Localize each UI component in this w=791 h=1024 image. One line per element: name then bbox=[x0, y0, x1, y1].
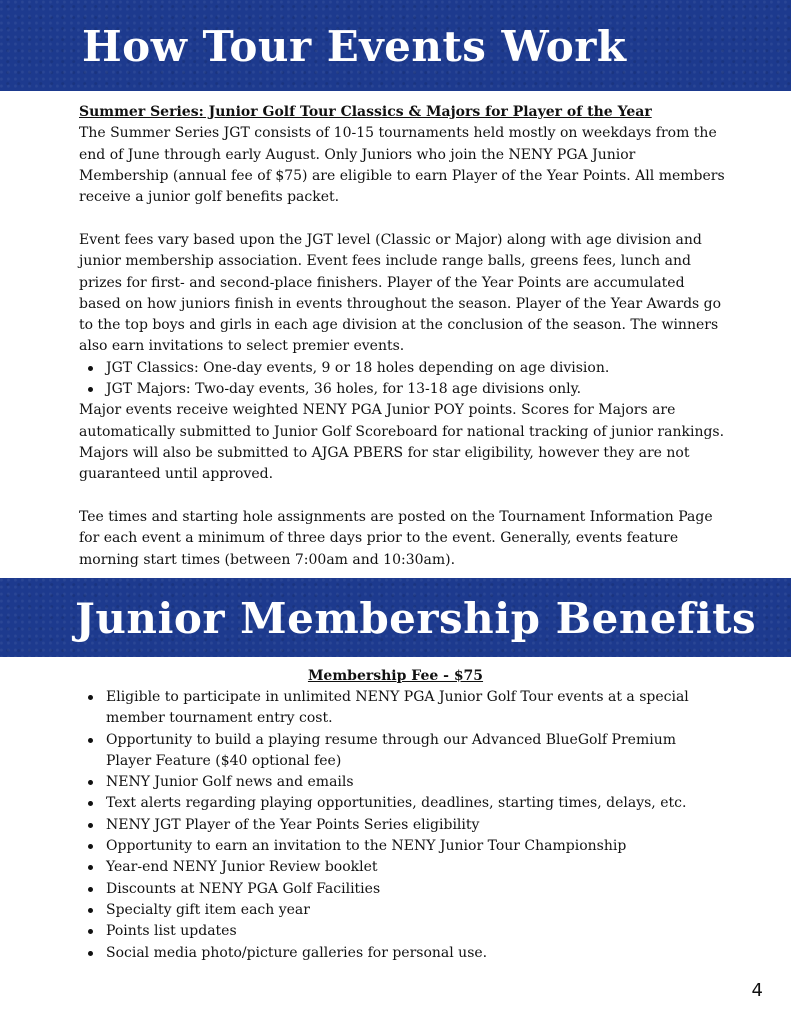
intro-paragraph: The Summer Series JGT consists of 10-15 tournaments held mostly on weekdays from the end of June through early August. Only Juniors who join the NENY PGA Junior Membership (annual fee of $75) are eligible to earn Player of the Year Points. All members receive a junior golf benefits packet. bbox=[79, 125, 725, 206]
tee-times-section bbox=[79, 507, 729, 571]
list-item: Opportunity to build a playing resume through our Advanced BlueGolf Premium Player Feature ($40 optional fee) bbox=[79, 730, 719, 773]
list-item: JGT Majors: Two-day events, 36 holes, for 13-18 age divisions only. bbox=[79, 379, 729, 400]
membership-fee-heading: Membership Fee - $75 bbox=[307, 668, 484, 684]
list-item: NENY Junior Golf news and emails bbox=[79, 772, 719, 793]
event-types-list bbox=[79, 358, 729, 401]
list-item: Opportunity to earn an invitation to the NENY Junior Tour Championship bbox=[79, 836, 719, 857]
summer-series-section bbox=[79, 102, 729, 208]
list-item: Text alerts regarding playing opportunities, deadlines, starting times, delays, etc. bbox=[79, 793, 719, 814]
section-subheading: Summer Series: Junior Golf Tour Classics & Majors for Player of the Year bbox=[79, 104, 652, 120]
header-banner-membership bbox=[0, 578, 791, 657]
page-title: How Tour Events Work bbox=[82, 22, 627, 71]
list-item: Points list updates bbox=[79, 921, 719, 942]
list-item: Specialty gift item each year bbox=[79, 900, 719, 921]
list-item: NENY JGT Player of the Year Points Series eligibility bbox=[79, 815, 719, 836]
section-title: Junior Membership Benefits bbox=[75, 594, 757, 643]
page-number: 4 bbox=[751, 980, 763, 1001]
tee-times-paragraph: Tee times and starting hole assignments are posted on the Tournament Information Page for each event a minimum of three days prior to the event. Generally, events feature morning start times (between 7:00am and 10:30am). bbox=[79, 509, 713, 568]
list-item: JGT Classics: One-day events, 9 or 18 holes depending on age division. bbox=[79, 358, 729, 379]
event-fees-paragraph: Event fees vary based upon the JGT level (Classic or Major) along with age division and junior membership association. Event fees include range balls, greens fees, lunch and prizes for first- and second-place finishers. Player of the Year Points are accumulated based on how juniors finish in events throughout the season. Player of the Year Awards go to the top boys and girls in each age division at the conclusion of the season. The winners also earn invitations to select premier events. bbox=[79, 232, 722, 355]
list-item: Year-end NENY Junior Review booklet bbox=[79, 857, 719, 878]
header-banner-tour-events bbox=[0, 0, 791, 91]
list-item: Eligible to participate in unlimited NENY PGA Junior Golf Tour events at a special member tournament entry cost. bbox=[79, 687, 719, 730]
list-item: Discounts at NENY PGA Golf Facilities bbox=[79, 879, 719, 900]
event-fees-section bbox=[79, 230, 729, 486]
benefits-section bbox=[79, 687, 719, 964]
benefits-list bbox=[79, 687, 719, 964]
majors-paragraph: Major events receive weighted NENY PGA Junior POY points. Scores for Majors are automatically submitted to Junior Golf Scoreboard for national tracking of junior rankings. Majors will also be submitted to AJGA PBERS for star eligibility, however they are not guaranteed until approved. bbox=[79, 402, 725, 483]
list-item: Social media photo/picture galleries for personal use. bbox=[79, 943, 719, 964]
